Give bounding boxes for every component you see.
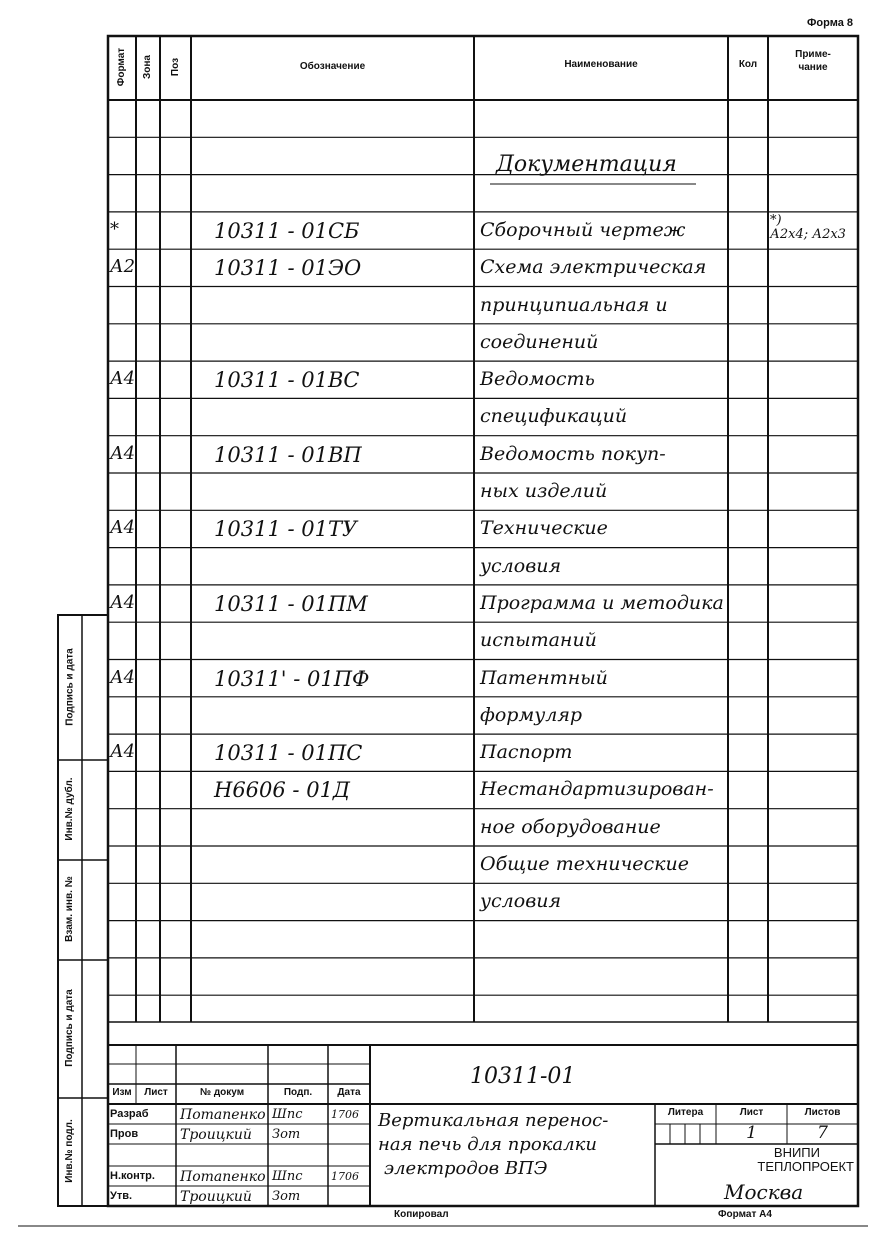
title-line-1: Вертикальная перенос- — [378, 1110, 609, 1131]
row-format: А4 — [110, 667, 136, 688]
footer-copied: Копировал — [394, 1209, 449, 1220]
row-name: спецификаций — [480, 405, 628, 427]
row-name: испытаний — [480, 629, 597, 651]
row-name: ных изделий — [480, 480, 608, 502]
header-note: Приме- чание — [795, 49, 831, 73]
approver-signature: Шпс — [272, 1107, 303, 1122]
approver-role: Пров — [110, 1128, 139, 1140]
side-stamp-label: Подпись и дата — [64, 647, 75, 726]
col-header-list: Лист — [144, 1087, 168, 1098]
row-format: А4 — [110, 443, 136, 464]
row-name: принципиальная и — [480, 294, 668, 316]
col-header-izm: Изм — [112, 1087, 132, 1098]
title-line-3: электродов ВПЭ — [384, 1158, 548, 1179]
row-name: Паспорт — [480, 741, 573, 763]
row-format: А4 — [110, 517, 136, 538]
approver-name: Троицкий — [180, 1127, 252, 1143]
row-designation: 10311' - 01ПФ — [214, 667, 370, 691]
org-city: Москва — [724, 1180, 804, 1204]
row-format: А2 — [110, 256, 136, 277]
side-stamp-label: Инв.№ дубл. — [64, 777, 75, 841]
approver-name: Потапенко — [180, 1169, 266, 1185]
row-designation: 10311 - 01ПМ — [214, 592, 368, 616]
row-designation: Н6606 - 01Д — [214, 778, 350, 802]
header-pos: Поз — [170, 57, 181, 77]
row-designation: 10311 - 01ЭО — [214, 256, 362, 280]
row-name: Сборочный чертеж — [480, 219, 686, 241]
row-name: формуляр — [480, 704, 583, 726]
sheets-value: 7 — [817, 1123, 828, 1143]
approver-name: Потапенко — [180, 1107, 266, 1123]
section-title: Документация — [496, 152, 677, 177]
header-zone: Зона — [142, 55, 153, 79]
org-line-2: ТЕПЛОПРОЕКТ — [757, 1159, 854, 1175]
col-header-sign: Подп. — [283, 1087, 313, 1098]
approver-date: 1706 — [331, 1108, 359, 1121]
row-name: соединений — [480, 331, 599, 353]
form-label: Форма 8 — [807, 17, 853, 29]
row-designation: 10311 - 01СБ — [214, 219, 360, 243]
row-name: Ведомость — [480, 368, 595, 390]
row-designation: 10311 - 01ВС — [214, 368, 360, 392]
approver-role: Разраб — [110, 1108, 149, 1120]
header-format: Формат — [116, 47, 127, 87]
approver-signature: Зот — [272, 1127, 301, 1142]
sheet-value: 1 — [746, 1123, 757, 1143]
footer-format: Формат А4 — [718, 1209, 772, 1220]
row-name: Патентный — [480, 667, 608, 689]
col-header-doc: № докум — [199, 1087, 245, 1098]
header-name: Наименование — [564, 59, 638, 70]
header-qty: Кол — [738, 59, 758, 70]
approver-role: Утв. — [110, 1190, 133, 1202]
row-format: А4 — [110, 592, 136, 613]
sheets-label: Листов — [804, 1107, 841, 1118]
header-designation: Обозначение — [299, 61, 366, 72]
approver-signature: Шпс — [272, 1169, 303, 1184]
row-name: условия — [480, 890, 562, 912]
row-name: ное оборудование — [480, 816, 661, 838]
row-name: Технические — [480, 517, 608, 539]
col-header-date: Дата — [337, 1087, 361, 1098]
row-format: А4 — [110, 368, 136, 389]
sheet-label: Лист — [739, 1107, 764, 1118]
side-stamp-label: Взам. инв. № — [64, 876, 75, 942]
approver-role: Н.контр. — [110, 1170, 155, 1182]
doc-number: 10311-01 — [470, 1064, 576, 1089]
org-name — [655, 1146, 858, 1175]
row-format: А4 — [110, 741, 136, 762]
row-format: * — [110, 219, 119, 240]
row-name: Программа и методика — [480, 592, 724, 614]
approver-date: 1706 — [331, 1170, 359, 1183]
row-designation: 10311 - 01ТУ — [214, 517, 358, 541]
org-line-1: ВНИПИ — [773, 1145, 820, 1160]
row-designation: 10311 - 01ПС — [214, 741, 363, 765]
row-name: Общие технические — [480, 853, 689, 875]
row-name: Схема электрическая — [480, 256, 707, 278]
row-name: условия — [480, 555, 562, 577]
title-line-2: ная печь для прокалки — [378, 1134, 597, 1155]
litera-label: Литера — [667, 1107, 704, 1118]
approver-signature: Зот — [272, 1189, 301, 1204]
row-name: Нестандартизирован- — [480, 778, 714, 800]
side-stamp-label: Подпись и дата — [64, 989, 75, 1067]
row-name: Ведомость покуп- — [480, 443, 666, 465]
row-designation: 10311 - 01ВП — [214, 443, 362, 467]
side-stamp-label: Инв.№ подл. — [64, 1119, 75, 1183]
approver-name: Троицкий — [180, 1189, 252, 1205]
row-note: *) А2х4; А2х3 — [770, 213, 846, 243]
